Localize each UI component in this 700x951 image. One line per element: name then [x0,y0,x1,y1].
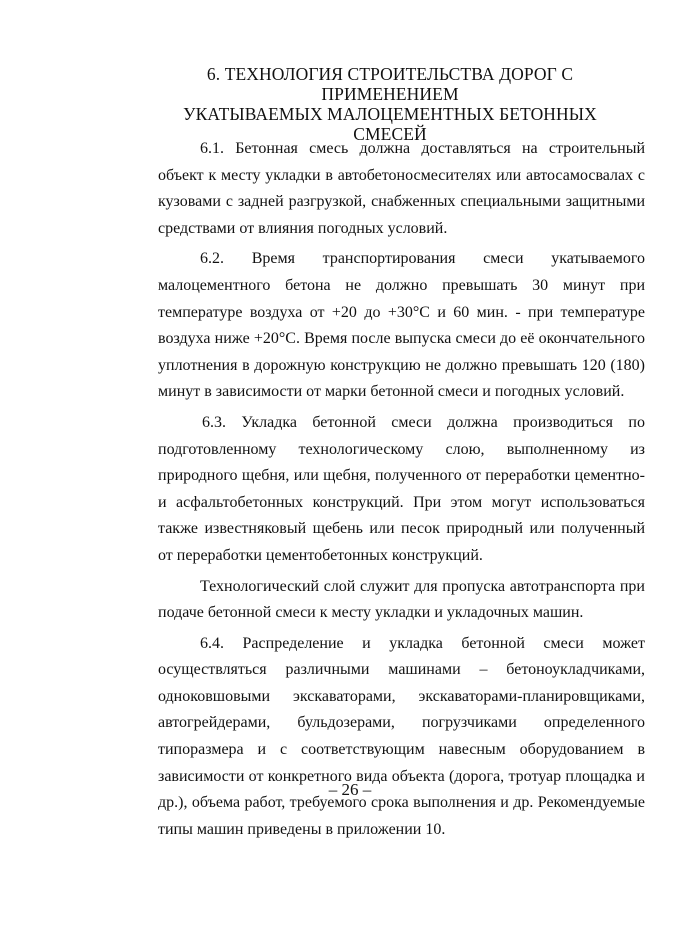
section-title [150,64,630,144]
paragraph-6-3: 6.3. Укладка бетонной смеси должна производиться по подготовленному технологическому слою, выполненному из природного щебня, или щебня, полученного от переработки цементно- и асфальтобетонных конструкций. При этом могут использоваться также известняковый щебень или песок природный или полученный от переработки цементобетонных конструкций. [158,413,645,564]
section-title-line-1: 6. ТЕХНОЛОГИЯ СТРОИТЕЛЬСТВА ДОРОГ С ПРИМЕНЕНИЕМ [206,64,574,104]
paragraph-6-2: 6.2. Время транспортирования смеси укатываемого малоцементного бетона не должно превышать 30 минут при температуре воздуха от +20 до +30°С и 60 мин. - при температуре воздуха ниже +20°С. Время после выпуска смеси до её окончательного уплотнения в дорожную конструкцию не должно превышать 120 (180) минут в зависимости от марки бетонной смеси и погодных условий. [158,250,645,401]
paragraph-technological-layer: Технологический слой служит для пропуска автотранспорта при подаче бетонной смеси к месту укладки и укладочных машин. [158,577,645,622]
section-body [158,136,645,847]
paragraph-6-4: 6.4. Распределение и укладка бетонной смеси может осуществляться различными машинами – бетоноукладчиками, одноковшовыми экскаваторами, экскаваторами-планировщиками, автогрейдерами, бульдозерами, погрузчиками определенного типоразмера и с соответствующим навесным оборудованием в зависимости от конкретного вида объекта (дорога, тротуар площадка и др.), объема работ, требуемого срока выполнения и др. Рекомендуемые типы машин приведены в приложении 10. [158,634,645,838]
paragraph-6-1: 6.1. Бетонная смесь должна доставляться на строительный объект к месту укладки в автобетоносмесителях или автосамосвалах с кузовами с задней разгрузкой, снабженных специальными защитными средствами от влияния погодных условий. [158,140,645,237]
page-number: – 26 – [328,780,372,799]
section-title-line-2: УКАТЫВАЕМЫХ МАЛОЦЕМЕНТНЫХ БЕТОННЫХ СМЕСЕЙ [183,104,597,144]
